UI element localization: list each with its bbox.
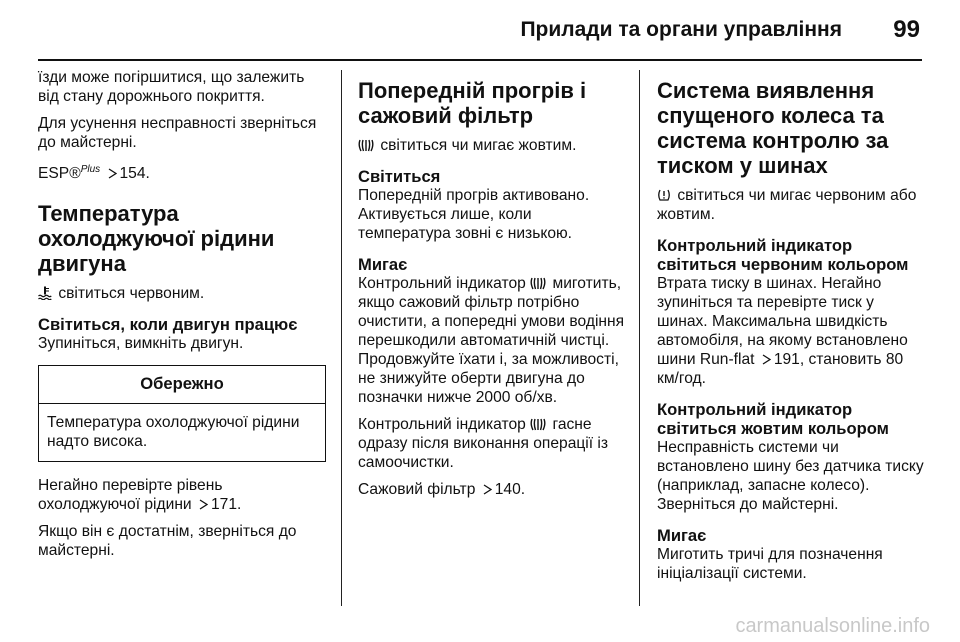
page-ref-link[interactable]: 154.: [119, 165, 150, 183]
heading-flashing: Мигає: [657, 526, 707, 545]
column-1: [38, 68, 326, 568]
warning-body: Температура охолоджуючої рідини надто висока.: [47, 414, 300, 451]
page-ref-arrow-icon[interactable]: [199, 499, 208, 510]
heading-indicator-yellow: Контрольний індикатор світиться жовтим кольором: [657, 400, 889, 438]
page-ref-link[interactable]: 171.: [210, 496, 242, 514]
paragraph: Для усунення несправності зверніться до майстерні.: [38, 115, 317, 151]
paragraph: Якщо він є достатнім, зверніться до майстерні.: [38, 523, 297, 560]
glow-plug-icon: [530, 417, 546, 431]
page-ref-arrow-icon[interactable]: [108, 168, 117, 179]
page-header: [0, 0, 960, 62]
heading-preheat-soot-filter: Попередній прогрів і сажовий фільтр: [358, 78, 587, 128]
heading-coolant-temperature: Температура охолоджуючої рідини двигуна: [38, 201, 275, 277]
heading-tire-pressure-system: Система виявлення спущеного колеса та система контролю за тиском у шинах: [657, 78, 889, 178]
heading-lit-engine-running: Світиться, коли двигун працює: [38, 315, 298, 335]
warning-title: Обережно: [39, 366, 325, 404]
tpms-status: світиться чи мигає червоним або жовтим.: [657, 187, 917, 223]
check-level-paragraph: Негайно перевірте рівень охолоджуючої рідини 171.: [38, 477, 242, 514]
watermark: carmanualsonline.info: [735, 615, 930, 637]
heading-indicator-red: Контрольний індикатор світиться червоним кольором: [657, 236, 909, 274]
heading-flashing: Мигає: [358, 255, 408, 274]
coolant-temperature-icon: [38, 286, 52, 300]
page-number: 99: [893, 16, 920, 43]
heading-lit: Світиться: [358, 167, 441, 186]
column-divider-1: [341, 70, 342, 606]
paragraph: Попередній прогрів активовано. Активується лише, коли температура зовні є низькою.: [358, 187, 590, 242]
tire-pressure-icon: [657, 188, 671, 202]
paragraph: Несправність системи чи встановлено шину без датчика тиску (наприклад, запасне колесо). Зверніться до майстерні.: [657, 439, 924, 513]
page-ref-arrow-icon[interactable]: [483, 484, 492, 495]
coolant-status: світиться червоним.: [38, 284, 326, 303]
red-indicator-paragraph: Втрата тиску в шинах. Негайно зупиніться та перевірте тиск у шинах. Максимальна швидкість автомобіля, на якому встановлено шини Run-flat 191, становить 80 км/год.: [657, 275, 908, 387]
column-3: [657, 68, 927, 591]
glow-plug-icon: [358, 138, 374, 152]
paragraph: Зупиніться, вимкніть двигун.: [38, 335, 244, 353]
soot-filter-reference: Сажовий фільтр 140.: [358, 481, 526, 498]
indicator-off-paragraph: Контрольний індикатор гасне одразу після виконання операції із самоочистки.: [358, 416, 609, 471]
paragraph: Миготить тричі для позначення ініціалізації системи.: [657, 546, 883, 582]
column-divider-2: [639, 70, 640, 606]
page-ref-link[interactable]: 191, становить: [773, 351, 882, 368]
esp-reference: ESP®$^{Plus}$ 154.: [38, 164, 150, 183]
header-divider: [38, 59, 922, 61]
column-2: [358, 68, 626, 507]
warning-box: [38, 365, 326, 462]
preheat-status: світиться чи мигає жовтим.: [358, 136, 626, 155]
page-ref-link[interactable]: 140.: [494, 481, 526, 498]
section-title: Прилади та органи управління: [520, 18, 842, 41]
glow-plug-icon: [530, 276, 546, 290]
page-ref-arrow-icon[interactable]: [762, 354, 771, 365]
flashing-paragraph: Контрольний індикатор миготить, якщо сажовий фільтр потрібно очистити, а попередні умови водіння перешкодили автоматичній чистці. Продовжуйте їхати і, за можливості, не знижуйте оберти двигуна до позначки нижче 2000 об/хв.: [358, 275, 625, 406]
paragraph: їзди може погіршитися, що залежить від стану дорожнього покриття.: [38, 69, 305, 105]
